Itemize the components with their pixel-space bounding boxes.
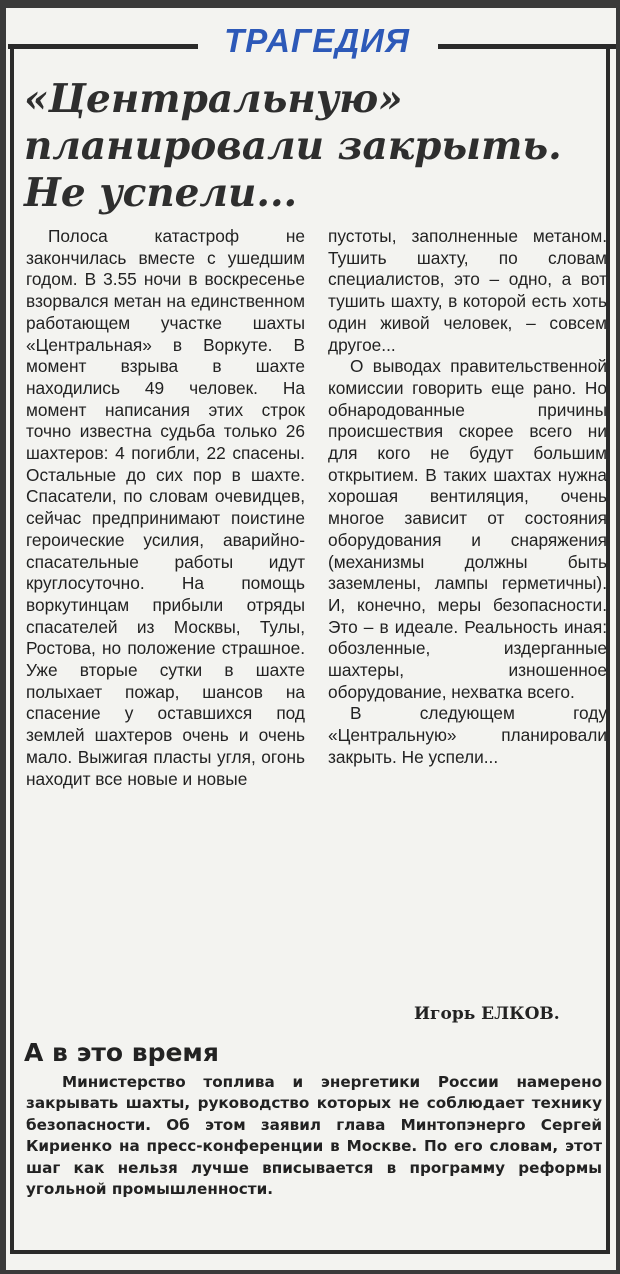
sidebar-text: [26, 1072, 602, 1200]
rubric-label: ТРАГЕДИЯ: [224, 22, 410, 59]
paragraph: В следующем году «Центральную» планировали закрыть. Не успели...: [328, 703, 607, 767]
headline: [24, 76, 604, 217]
author-signature: Игорь ЕЛКОВ.: [414, 1004, 560, 1024]
headline-line: планировали закрыть.: [24, 123, 562, 169]
paragraph: Полоса катастроф не закончилась вместе с ушедшим годом. В 3.55 ночи в воскресенье взорвался метан на единственном работающем участке шахты «Центральная» в Воркуте. В момент взрыва в шахте находились 49 человек. На момент написания этих строк точно известна судьба только 26 шахтеров: 4 погибли, 22 спасены. Остальные до сих пор в шахте. Спасатели, по словам очевидцев, сейчас предпринимают поистине героические усилия, аварийно-спасательные работы идут круглосуточно. На помощь воркутинцам прибыли отряды спасателей из Москвы, Тулы, Ростова, но положение страшное. Уже вторые сутки в шахте полыхает пожар, шансов на спасение у оставшихся под землей шахтеров очень и очень мало. Выжигая пласты угля, огонь находит все новые и новые: [26, 226, 305, 789]
article-column-2: [328, 226, 607, 769]
article-column-1: [26, 226, 305, 790]
paragraph: О выводах правительственной комиссии говорить еще рано. Но обнародованные причины происшествия скорее всего ни для кого не будут большим открытием. В таких шахтах нужна хорошая вентиляция, очень многое зависит от состояния оборудования и снаряжения (механизмы должны быть заземлены, лампы герметичны). И, конечно, меры безопасности. Это – в идеале. Реальность иная: обозленные, издерганные шахтеры, изношенное оборудование, нехватка всего.: [328, 356, 607, 702]
headline-line: Не успели...: [24, 170, 298, 216]
paragraph: Министерство топлива и энергетики России намерено закрывать шахты, руководство которых не соблюдает технику безопасности. Об этом заявил глава Минтопэнерго Сергей Кириенко на пресс-конференции в Москве. По его словам, этот шаг как нельзя лучше вписывается в программу реформы угольной промышленности.: [26, 1073, 602, 1199]
sidebar-heading: А в это время: [24, 1038, 219, 1067]
headline-line: «Центральную»: [24, 76, 403, 122]
paragraph: пустоты, заполненные метаном. Тушить шахту, по словам специалистов, это – одно, а вот тушить шахту, в которой есть хоть один живой человек, – совсем другое...: [328, 226, 607, 355]
